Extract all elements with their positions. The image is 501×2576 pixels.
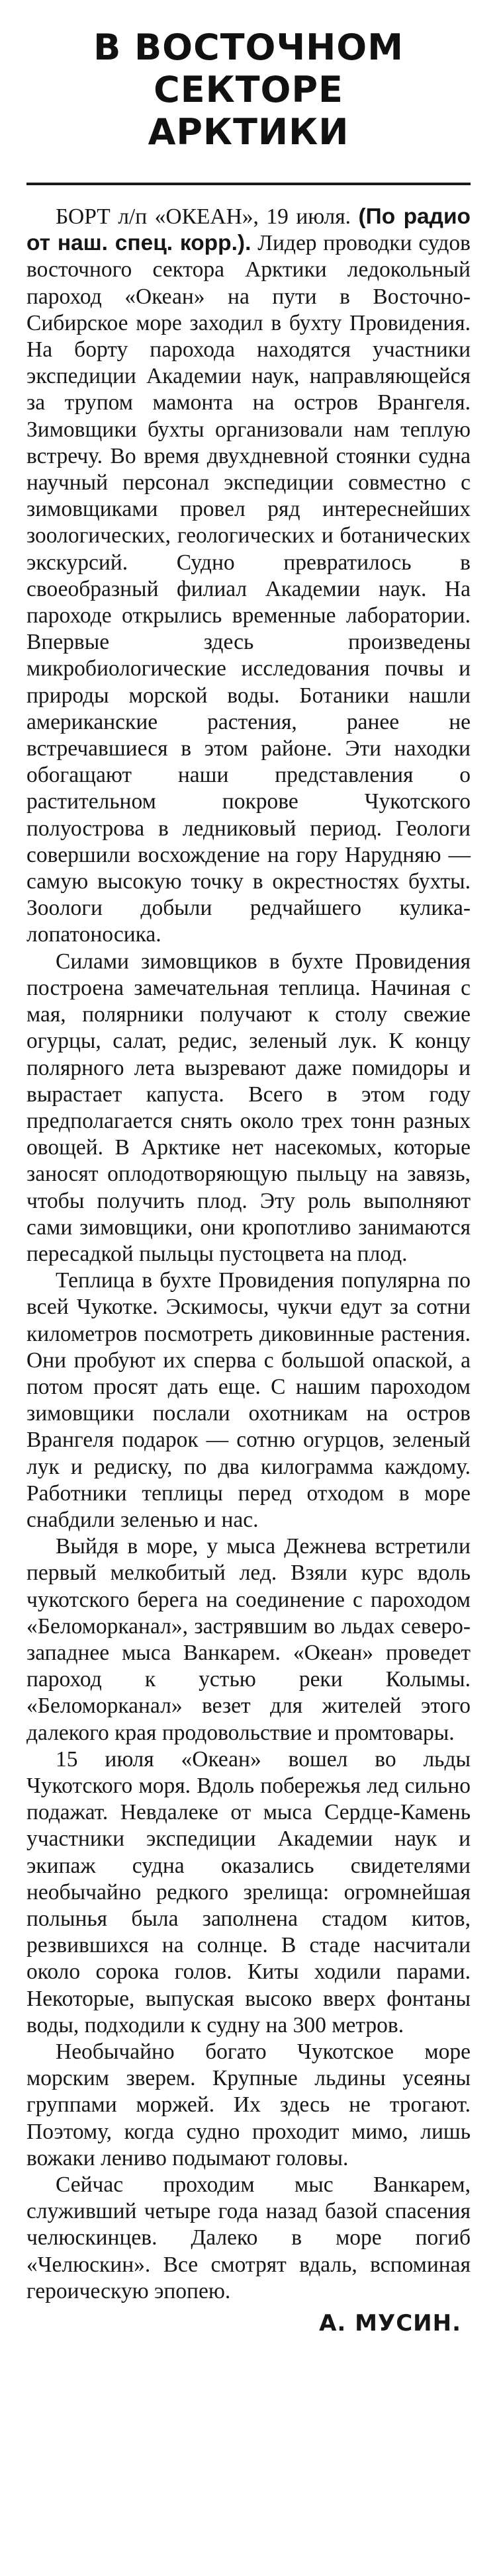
paragraph-7: Сейчас проходим мыс Ванкарем, служивший четыре года назад базой спасения челюскинцев. Далеко в море погиб «Челюскин». Все смотрят вдаль, вспоминая героическую эпопею. — [26, 2172, 471, 2303]
paragraph-5: 15 июля «Океан» вошел во льды Чукотского моря. Вдоль побережья лед сильно подажат. Невдалеке от мыса Сердце-Камень участники экспедиции Академии наук и экипаж судна оказались свидетелями необычайно редкого зрелища: огромнейшая полынья была заполнена стадом китов, резвившихся на солнце. В стаде насчитали около сорока голов. Киты ходили парами. Некоторые, выпуская высоко вверх фонтаны воды, подходили к судну на 300 метров. — [26, 1746, 471, 2038]
paragraph-3: Теплица в бухте Провидения популярна по всей Чукотке. Эскимосы, чукчи едут за сотни километров посмотреть диковинные растения. Они пробуют их сперва с большой опаской, а потом просят дать еще. С нашим пароходом зимовщики послали охотникам на остров Врангеля подарок — сотню огурцов, зеленый лук и редиску, по два килограмма каждому. Работники теплицы перед отходом в море снабдили зеленью и нас. — [26, 1268, 471, 1532]
author-signature: А. МУСИН. — [319, 2310, 461, 2337]
article-headline — [26, 26, 471, 153]
headline-divider — [26, 183, 471, 185]
paragraph-1-text: Лидер проводки судов восточного сектора Арктики ледокольный пароход «Океан» на пути в Восточно-Сибирское море заходил в бухту Провидения. На борту парохода находятся участники экспедиции Академии наук, направляющейся за трупом мамонта на остров Врангеля. Зимовщики бухты организовали нам теплую встречу. Во время двухдневной стоянки судна научный персонал экспедиции совместно с зимовщиками провел ряд интереснейших зоологических, геологических и ботанических экскурсий. Судно превратилось в своеобразный филиал Академии наук. На пароходе открылись временные лаборатории. Впервые здесь произведены микробиологические исследования почвы и природы морской воды. Ботаники нашли американские растения, ранее не встречавшиеся в этом районе. Эти находки обогащают наши представления о растительном покрове Чукотского полуострова в ледниковый период. Геологи совершили восхождение на гору Нарудняю — самую высокую точку в окрестностях бухты. Зоологи добыли редчайшего кулика-лопатоносика. — [26, 231, 471, 947]
paragraph-1 — [26, 204, 471, 949]
paragraph-4: Выйдя в море, у мыса Дежнева встретили первый мелкобитый лед. Взяли курс вдоль чукотского берега на соединение с пароходом «Беломорканал», застрявшим во льдах северо-западнее мыса Ванкарем. «Океан» проведет пароход к устью реки Колымы. «Беломорканал» везет для жителей этого далекого края продовольствие и промтовары. — [26, 1534, 471, 1745]
paragraph-6: Необычайно богато Чукотское море морским зверем. Крупные льдины усеяны группами моржей. Их здесь не трогают. Поэтому, когда судно проходит мимо, лишь вожаки лениво подымают головы. — [26, 2039, 471, 2170]
headline-line-3: АРКТИКИ — [148, 111, 349, 153]
headline-line-2: СЕКТОРЕ — [154, 69, 343, 110]
paragraph-2: Силами зимовщиков в бухте Провидения построена замечательная теплица. Начиная с мая, полярники получают к столу свежие огурцы, салат, редис, зеленый лук. К концу полярного лета вызревают даже помидоры и вырастает капуста. Всего в этом году предполагается снять около трех тонн разных овощей. В Арктике нет насекомых, которые заносят оплодотворяющую пыльцу на завязь, чтобы получить плод. Эту роль выполняют сами зимовщики, они кропотливо занимаются пересадкой пыльцы пустоцвета на плод. — [26, 949, 471, 1266]
dateline-source: (По радио от наш. спец. корр.). — [26, 204, 471, 256]
headline-line-1: В ВОСТОЧНОМ — [93, 26, 404, 68]
dateline: БОРТ л/п «ОКЕАН», 19 июля. — [56, 204, 351, 229]
